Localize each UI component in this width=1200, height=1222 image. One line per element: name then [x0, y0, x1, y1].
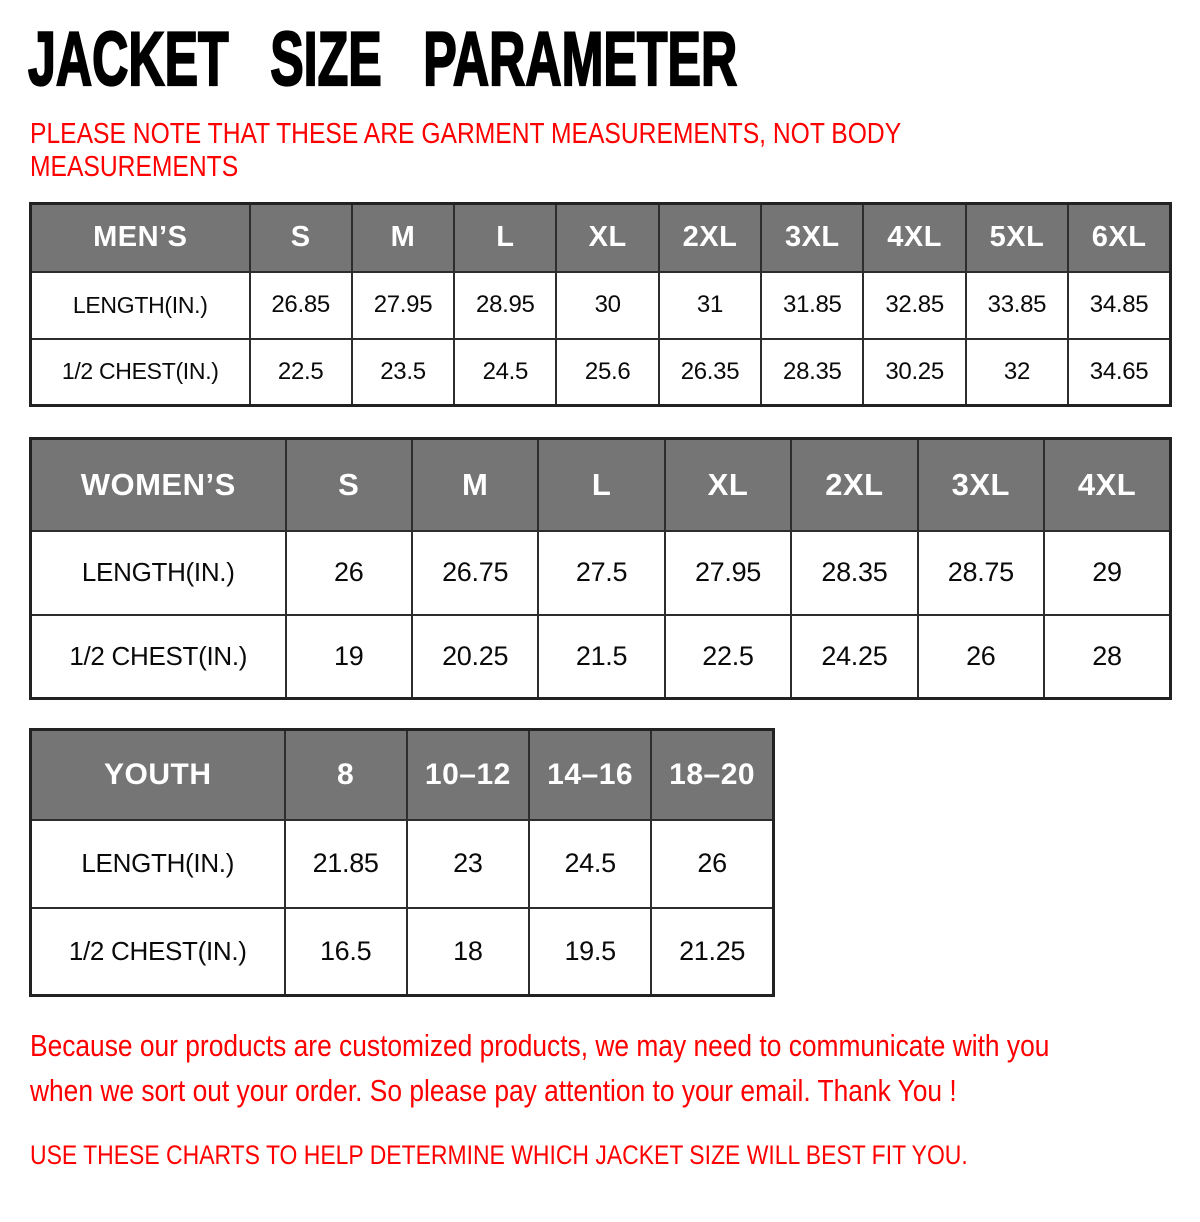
size-column-header: 18–20 [651, 730, 773, 820]
mens-size-table [29, 202, 1172, 407]
measurement-value: 27.95 [665, 531, 791, 615]
chart-usage-note-text: USE THESE CHARTS TO HELP DETERMINE WHICH JACKET SIZE WILL BEST FIT YOU. [30, 1140, 968, 1170]
jacket-size-chart-page [0, 17, 1200, 1222]
measurement-value: 30.25 [863, 339, 965, 406]
measurement-value: 19 [286, 615, 412, 699]
measurement-value: 21.25 [651, 908, 773, 996]
size-column-header: 14–16 [529, 730, 651, 820]
measurement-value: 34.85 [1068, 272, 1170, 339]
measurement-value: 18 [407, 908, 529, 996]
size-header-row [31, 204, 1171, 272]
measurement-row-label: LENGTH(IN.) [31, 820, 285, 908]
size-column-header: M [352, 204, 454, 272]
measurement-value: 27.5 [538, 531, 664, 615]
measurement-value: 30 [556, 272, 658, 339]
chart-usage-note [30, 1139, 1200, 1171]
size-column-header: 3XL [918, 439, 1044, 531]
measurement-value: 21.85 [285, 820, 407, 908]
size-column-header: XL [665, 439, 791, 531]
customization-note [30, 1023, 1200, 1113]
size-column-header: M [412, 439, 538, 531]
garment-note-line1: PLEASE NOTE THAT THESE ARE GARMENT MEASUREMENTS, NOT BODY [30, 118, 902, 150]
measurement-value: 27.95 [352, 272, 454, 339]
measurement-value: 19.5 [529, 908, 651, 996]
measurement-row-label: 1/2 CHEST(IN.) [31, 615, 286, 699]
measurement-value: 33.85 [966, 272, 1068, 339]
measurement-row [31, 820, 774, 908]
size-column-header: 3XL [761, 204, 863, 272]
measurement-row [31, 339, 1171, 406]
measurement-value: 28 [1044, 615, 1170, 699]
measurement-value: 24.5 [454, 339, 556, 406]
size-column-header: 2XL [659, 204, 761, 272]
customization-note-line2: when we sort out your order. So please pay attention to your email. Thank You ! [30, 1073, 957, 1108]
size-column-header: 2XL [791, 439, 917, 531]
measurement-value: 26.35 [659, 339, 761, 406]
measurement-value: 21.5 [538, 615, 664, 699]
womens-size-table [29, 437, 1172, 700]
size-column-header: XL [556, 204, 658, 272]
measurement-value: 32.85 [863, 272, 965, 339]
measurement-value: 25.6 [556, 339, 658, 406]
measurement-value: 26 [651, 820, 773, 908]
measurement-value: 31 [659, 272, 761, 339]
measurement-value: 32 [966, 339, 1068, 406]
footer-notes [30, 1023, 1200, 1171]
measurement-value: 22.5 [250, 339, 352, 406]
customization-note-line1: Because our products are customized products, we may need to communicate with you [30, 1028, 1050, 1063]
measurement-value: 20.25 [412, 615, 538, 699]
size-column-header: S [286, 439, 412, 531]
size-column-header: L [454, 204, 556, 272]
size-column-header: 5XL [966, 204, 1068, 272]
measurement-value: 28.75 [918, 531, 1044, 615]
measurement-value: 28.95 [454, 272, 556, 339]
measurement-value: 26.85 [250, 272, 352, 339]
size-column-header: 6XL [1068, 204, 1170, 272]
measurement-value: 26 [918, 615, 1044, 699]
page-title [28, 17, 1200, 102]
youth-size-table [29, 728, 775, 997]
measurement-value: 23 [407, 820, 529, 908]
size-column-header: 4XL [863, 204, 965, 272]
size-column-header: 8 [285, 730, 407, 820]
measurement-row-label: LENGTH(IN.) [31, 272, 250, 339]
size-header-row [31, 439, 1171, 531]
garment-measurement-note [30, 118, 1200, 184]
size-column-header: L [538, 439, 664, 531]
measurement-value: 23.5 [352, 339, 454, 406]
measurement-row [31, 908, 774, 996]
measurement-row-label: 1/2 CHEST(IN.) [31, 908, 285, 996]
measurement-value: 16.5 [285, 908, 407, 996]
measurement-value: 29 [1044, 531, 1170, 615]
measurement-value: 28.35 [791, 531, 917, 615]
size-column-header: 10–12 [407, 730, 529, 820]
measurement-row [31, 615, 1171, 699]
measurement-row-label: LENGTH(IN.) [31, 531, 286, 615]
garment-note-line2: MEASUREMENTS [30, 151, 239, 183]
measurement-row [31, 531, 1171, 615]
table-group-label: MEN’S [31, 204, 250, 272]
measurement-row-label: 1/2 CHEST(IN.) [31, 339, 250, 406]
measurement-value: 28.35 [761, 339, 863, 406]
measurement-value: 26 [286, 531, 412, 615]
page-title-text: JACKET SIZE PARAMETER [28, 17, 738, 102]
size-column-header: 4XL [1044, 439, 1170, 531]
measurement-value: 22.5 [665, 615, 791, 699]
size-header-row [31, 730, 774, 820]
measurement-value: 26.75 [412, 531, 538, 615]
table-group-label: WOMEN’S [31, 439, 286, 531]
measurement-value: 24.5 [529, 820, 651, 908]
table-group-label: YOUTH [31, 730, 285, 820]
measurement-row [31, 272, 1171, 339]
size-column-header: S [250, 204, 352, 272]
measurement-value: 34.65 [1068, 339, 1170, 406]
measurement-value: 24.25 [791, 615, 917, 699]
measurement-value: 31.85 [761, 272, 863, 339]
